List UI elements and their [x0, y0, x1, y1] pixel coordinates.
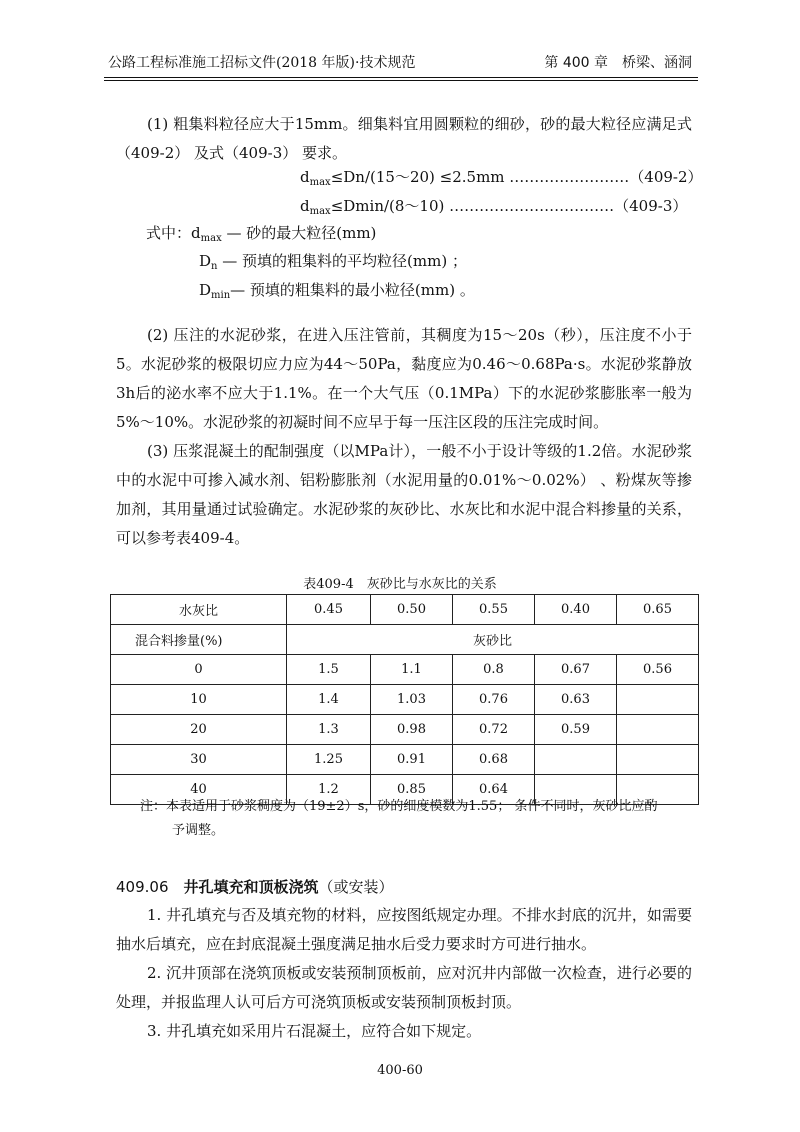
table-row — [111, 745, 699, 775]
span-header-sand-ratio: 灰砂比 — [287, 625, 699, 655]
table-cell: 0.59 — [535, 715, 617, 745]
paragraph-2: (2) 压注的水泥砂浆，在进入压注管前，其稠度为15～20s（秒），压注度不小于5。水泥砂浆的极限切应力应为44～50Pa，黏度应为0.46～0.68Pa·s。水泥砂浆静放3h后的泌水率不应大于1.1%。在一个大气压（0.1MPa）下的水泥砂浆膨胀率一般为5%～10%。水泥砂浆的初凝时间不应早于每一压注区段的压注完成时间。 — [116, 326, 692, 431]
table-cell: 0.98 — [371, 715, 453, 745]
table-cell: 1.1 — [371, 655, 453, 685]
definition-dn: $D_n$ — 预填的粗集料的平均粒径(mm) ； — [199, 252, 467, 272]
table-row — [111, 655, 699, 685]
table-cell: 0.91 — [371, 745, 453, 775]
running-header-title: 公路工程标准施工招标文件(2018 年版)·技术规范 — [108, 55, 416, 71]
running-header-chapter: 第 400 章 桥梁、涵洞 — [544, 55, 692, 71]
header-rule — [104, 77, 698, 78]
table-row — [111, 715, 699, 745]
table-cell: 0.55 — [453, 595, 535, 625]
table-cell: 0.45 — [287, 595, 371, 625]
table-cell — [535, 745, 617, 775]
table-cell: 0.76 — [453, 685, 535, 715]
section-title: 井孔填充和顶板浇筑 — [183, 878, 319, 896]
paragraph-3: (3) 压浆混凝土的配制强度（以MPa计），一般不小于设计等级的1.2倍。水泥砂浆中的水泥中可掺入减水剂、铝粉膨胀剂（水泥用量的0.01%～0.02%） 、粉煤灰等掺加剂，其用量通过试验确定。水泥砂浆的灰砂比、水灰比和水泥中混合料掺量的关系，可以参考表409-4。 — [116, 442, 692, 547]
page-number: 400-60 — [377, 1063, 423, 1078]
table-cell: 0 — [111, 655, 287, 685]
list-item: 2. 沉井顶部在浇筑顶板或安装预制顶板前，应对沉井内部做一次检查，进行必要的处理，并报监理人认可后方可浇筑顶板或安装预制顶板封顶。 — [116, 964, 692, 1011]
table-cell: 1.4 — [287, 685, 371, 715]
table-cell: 0.67 — [535, 655, 617, 685]
table-note: 注：本表适用于砂浆稠度为（19±2）s，砂的细度模数为1.55； 条件不同时，灰砂比应酌 — [140, 799, 658, 814]
table-cell: 0.85 — [371, 775, 453, 805]
section-number: 409.06 — [116, 878, 169, 896]
table-cell: 0.72 — [453, 715, 535, 745]
table-cell: 0.40 — [535, 595, 617, 625]
table-cell: 0.63 — [535, 685, 617, 715]
row-header-admix: 混合料掺量(%) — [111, 625, 287, 655]
table-cell: 0.65 — [617, 595, 699, 625]
paragraph-1: (1) 粗集料粒径应大于15mm。细集料宜用圆颗粒的细砂，砂的最大粒径应满足式（409-2） 及式（409-3） 要求。 — [116, 115, 692, 162]
header-rule-lower — [104, 80, 698, 81]
table-cell: 0.68 — [453, 745, 535, 775]
table-cell: 0.8 — [453, 655, 535, 685]
table-cell: 0.50 — [371, 595, 453, 625]
table-cell: 0.56 — [617, 655, 699, 685]
definition-dmin: $D_{min}—$ 预填的粗集料的最小粒径(mm) 。 — [199, 281, 475, 301]
row-header-wc: 水灰比 — [111, 595, 287, 625]
table-cell — [617, 745, 699, 775]
table-cell: 1.2 — [287, 775, 371, 805]
list-item: 1. 井孔填充与否及填充物的材料，应按图纸规定办理。不排水封底的沉井，如需要抽水后填充，应在封底混凝土强度满足抽水后受力要求时方可进行抽水。 — [116, 906, 692, 953]
table-cell: 20 — [111, 715, 287, 745]
table-cell — [617, 685, 699, 715]
list-item: 3. 井孔填充如采用片石混凝土，应符合如下规定。 — [147, 1022, 482, 1040]
table-row — [111, 685, 699, 715]
table-cell: 1.25 — [287, 745, 371, 775]
table-cell: 10 — [111, 685, 287, 715]
table-cell: 1.5 — [287, 655, 371, 685]
table-cell: 1.03 — [371, 685, 453, 715]
table-cell: 30 — [111, 745, 287, 775]
table-cell — [617, 715, 699, 745]
formula-409-3: $d_{max}\le Dmin/(8\sim 10)$ ……………………………（409-3） — [300, 197, 688, 217]
table-row-header — [111, 625, 699, 655]
definition-dmax: 式中：$d_{max}$ — 砂的最大粒径(mm) — [146, 224, 377, 244]
section-suffix: （或安装） — [318, 878, 394, 896]
section-heading — [116, 876, 394, 897]
table-cell: 1.3 — [287, 715, 371, 745]
table-409-4 — [110, 594, 699, 805]
table-row-wc — [111, 595, 699, 625]
table-cell: 40 — [111, 775, 287, 805]
table-note-continued: 予调整。 — [172, 823, 225, 838]
formula-409-2: $d_{max}\le Dn/(15\sim 20) \le 2.5mm$ ……………………（409-2） — [300, 168, 703, 188]
table-caption: 表409-4 灰砂比与水灰比的关系 — [303, 577, 497, 592]
table-cell: 0.64 — [453, 775, 535, 805]
